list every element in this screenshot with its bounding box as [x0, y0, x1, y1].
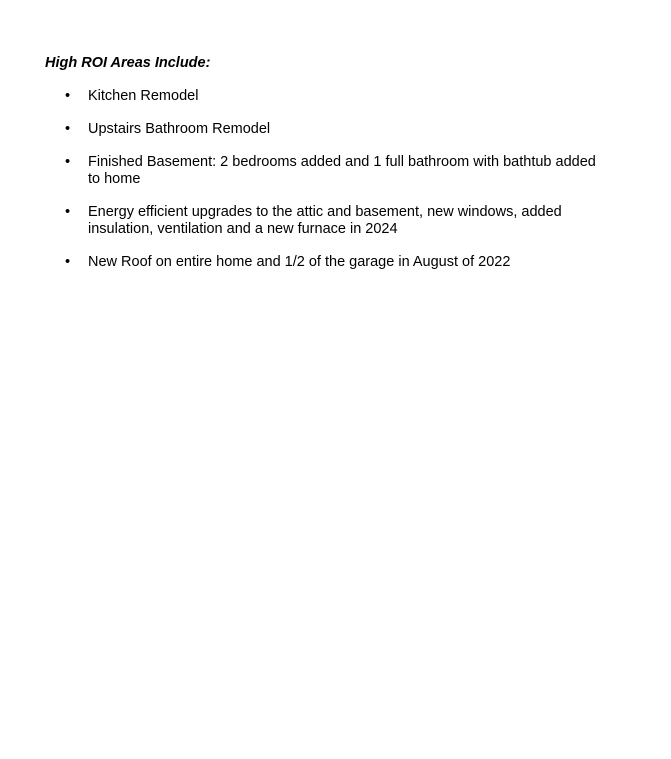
- list-item: [0, 204, 671, 238]
- bullet-icon: •: [65, 254, 71, 270]
- list-item-text: Upstairs Bathroom Remodel: [88, 121, 271, 137]
- bullet-icon: •: [65, 154, 71, 170]
- list-item-text: Finished Basement: 2 bedrooms added and 1 full bathroom with bathtub added to home: [88, 154, 596, 187]
- list-item: [0, 121, 671, 138]
- section-heading: High ROI Areas Include:: [45, 55, 211, 71]
- list-item-text: Energy efficient upgrades to the attic and basement, new windows, added insulation, ventilation and a new furnace in 2024: [88, 204, 562, 237]
- list-item: [0, 154, 671, 188]
- bullet-icon: •: [65, 121, 71, 137]
- bullet-icon: •: [65, 204, 71, 220]
- list-item: [0, 88, 671, 105]
- roi-list: [0, 88, 671, 287]
- list-item: [0, 254, 671, 271]
- list-item-text: New Roof on entire home and 1/2 of the garage in August of 2022: [88, 254, 511, 270]
- bullet-icon: •: [65, 88, 71, 104]
- list-item-text: Kitchen Remodel: [88, 88, 199, 104]
